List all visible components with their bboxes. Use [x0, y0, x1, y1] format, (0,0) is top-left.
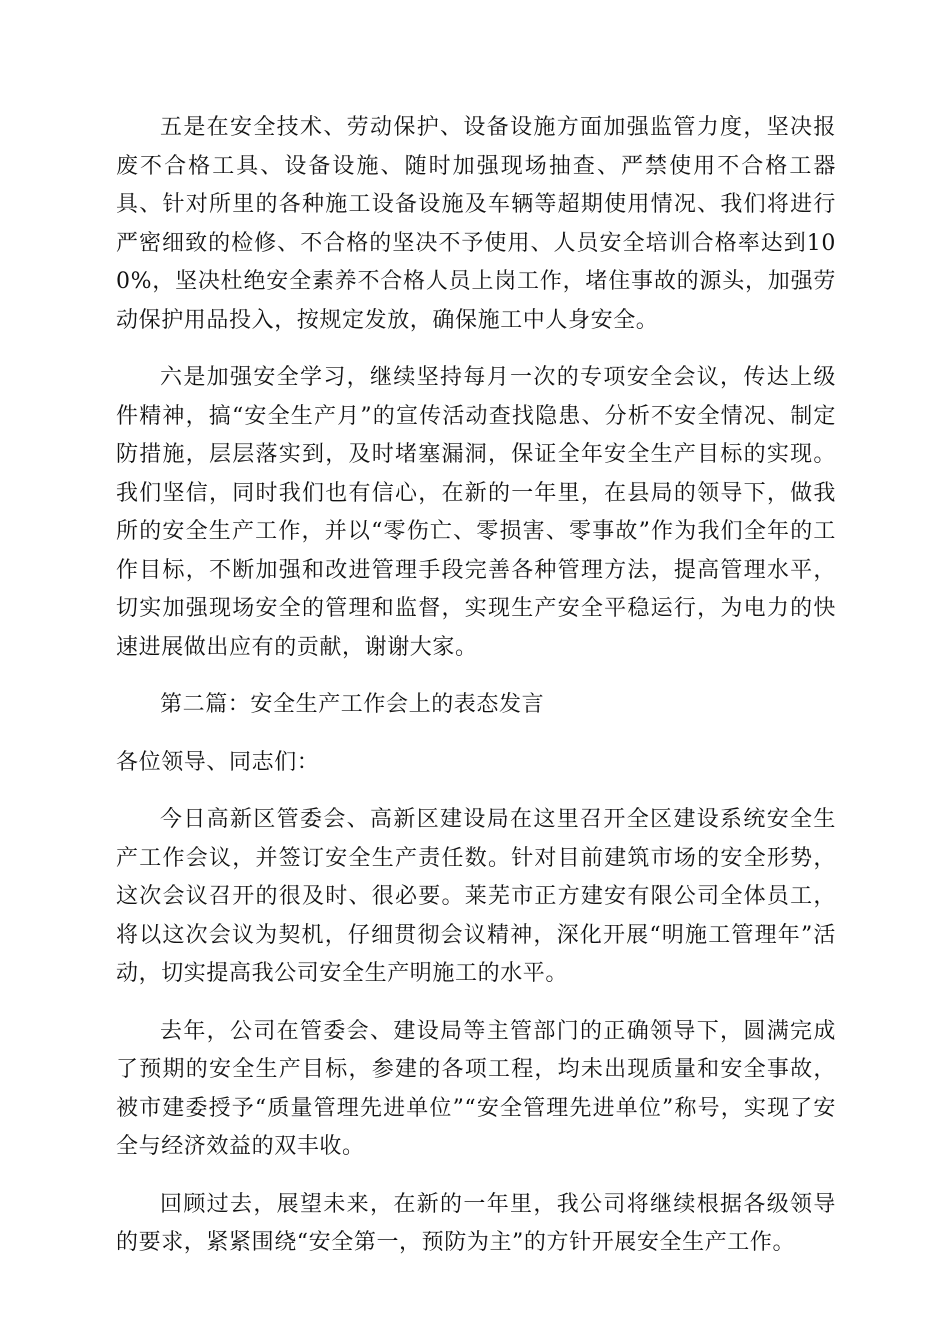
- paragraph-last-year: 去年，公司在管委会、建设局等主管部门的正确领导下，圆满完成了预期的安全生产目标，参建的各项工程，均未出现质量和安全事故，被市建委授予“质量管理先进单位”“安全管理先进单位”称号，实现了安全与经济效益的双丰收。: [116, 1018, 836, 1159]
- salutation: 各位领导、同志们：: [116, 749, 320, 775]
- paragraph-meeting-intro: 今日高新区管委会、高新区建设局在这里召开全区建设系统安全生产工作会议，并签订安全生产责任数。针对目前建筑市场的安全形势，这次会议召开的很及时、很必要。莱芜市正方建安有限公司全体员工，将以这次会议为契机，仔细贯彻会议精神，深化开展“明施工管理年”活动，切实提高我公司安全生产明施工的水平。: [116, 807, 836, 986]
- paragraph-section-five: 五是在安全技术、劳动保护、设备设施方面加强监管力度，坚决报废不合格工具、设备设施、随时加强现场抽查、严禁使用不合格工器具、针对所里的各种施工设备设施及车辆等超期使用情况、我们将进行严密细致的检修、不合格的坚决不予使用、人员安全培训合格率达到100%，坚决杜绝安全素养不合格人员上岗工作，堵住事故的源头，加强劳动保护用品投入，按规定发放，确保施工中人身安全。: [116, 115, 836, 333]
- paragraph-section-six: 六是加强安全学习，继续坚持每月一次的专项安全会议，传达上级件精神，搞“安全生产月”的宣传活动查找隐患、分析不安全情况、制定防措施，层层落实到，及时堵塞漏洞，保证全年安全生产目标的实现。我们坚信，同时我们也有信心，在新的一年里，在县局的领导下，做我所的安全生产工作，并以“零伤亡、零损害、零事故”作为我们全年的工作目标，不断加强和改进管理手段完善各种管理方法，提高管理水平，切实加强现场安全的管理和监督，实现生产安全平稳运行，为电力的快速进展做出应有的贡献，谢谢大家。: [116, 365, 836, 660]
- document-page: [116, 109, 836, 1263]
- chapter-heading: 第二篇：安全生产工作会上的表态发言: [160, 692, 545, 717]
- paragraph-outlook: 回顾过去，展望未来，在新的一年里，我公司将继续根据各级领导的要求，紧紧围绕“安全第一，预防为主”的方针开展安全生产工作。: [116, 1191, 836, 1255]
